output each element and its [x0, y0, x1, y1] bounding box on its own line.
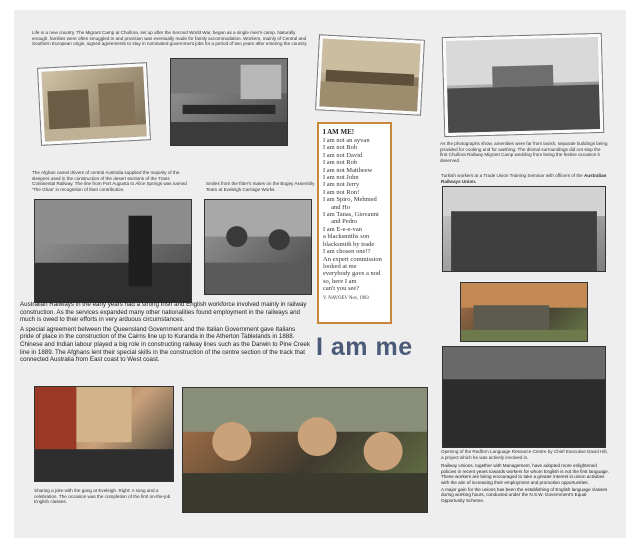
poem-line: blacksmith by trade: [323, 240, 375, 248]
poem-author: V. NAVOEV Nov, 1983: [323, 295, 369, 301]
caption-turkish-union: Australian Railways Union.: [441, 173, 607, 184]
poem-line: An expert commission: [323, 255, 382, 263]
body-paragraph: A special agreement between the Queensland Government and the Italian Government gave Italians pride of place in the construction of the Cairns line up to Kuranda in the Atherton Tablelands in 1888. Chinese and Indian labour played a big role in constructing railway lines such as the Darwin to Pine Creek line in 1889. The Afghans lent their special skills in the construction of the centre section of the track that connected Australia from East coast to West coast.: [20, 325, 310, 364]
poem-line: I am not Rob: [323, 159, 358, 167]
photo-celebration: [182, 387, 428, 513]
caption-sharing: Sharing a joke with the gang at Eveleigh. Right: A song and a celebration. The occasion was the completion of the first on-the-job English classes.: [34, 488, 171, 505]
page-heading: I am me: [316, 333, 413, 361]
caption-redfern: Opening of the Redfern Language Resource Centre by Chief Executive David Hill, a project which he was actively involved in.: [441, 449, 608, 460]
poem-line: and Ho: [323, 203, 351, 211]
photo-workers-outside: [460, 282, 588, 342]
photo-camp-dining: [170, 58, 288, 146]
caption-afghan: The Afghan camel drivers of central Australia supplied the majority of the sleepers used in the construction of the desert sections of the Trans Continental Railway. The line from Port Augusta to Alice Springs was named 'The Ghan' in recognition of their contribution.: [32, 170, 187, 192]
caption-turkish-prefix: Turkish workers at a Trade Union Training Seminar with officers of the: [441, 173, 583, 178]
poem-line: I am Spiro, Mehmed: [323, 196, 377, 204]
body-paragraph: Australian Railways in the early years had a strong Irish and English workforce involved mainly in railway construction. As the services expanded many other nationalities found employment in the railways and much is owed to their efforts in very arduous circumstances.: [20, 301, 307, 324]
photo-turkish-seminar: [442, 186, 606, 272]
photo-fitters-team: [204, 199, 312, 295]
poem-line: I am E-e-e-van: [323, 225, 362, 233]
poem-line: looked at me: [323, 262, 357, 270]
poem-line: I am not an ayvan: [323, 137, 370, 144]
side-paragraph: A major gain for the unions has been the establishing of English language classes during working hours, conducted under the N.S.W. Government's Equal Opportunity Scheme.: [441, 486, 608, 503]
poem-line: so, here I am: [323, 277, 357, 285]
poem-line: I am not Jerry: [323, 181, 360, 189]
poem-line: I am not Ron!: [323, 188, 360, 196]
photo-afghan-camels: [34, 199, 192, 303]
poem-line: I am not Bob: [323, 144, 358, 152]
caption-camp-photographs: As the photographs show, amenities were far from lavish, separate buildings being provided for cooking and for washing. The dismal surroundings did not stop the first Chullora Railway Migrant Camp wedding from being the festive occasion it deserved.: [440, 141, 608, 163]
side-text: [441, 463, 609, 505]
body-text: [20, 301, 310, 366]
photo-redfern-centre: [442, 346, 606, 448]
poem-line: a blacksmiths son: [323, 233, 370, 241]
photo-camp-kitchen: [38, 63, 150, 145]
poem-line: I am not Mattheew: [323, 166, 373, 174]
caption-migrant-camp: Life in a new country. The Migrant Camp at Chullora, set up after the Second World War, began as a single men's camp. Naturally enough, families were often smuggled in and provision was eventually made for family accommodation. Workers, mainly of Central and Southern European origin, signed agreements to stay in nominated government jobs for a period of two years after entering the country.: [32, 30, 308, 47]
caption-turkish-workers: [441, 173, 609, 184]
poem-line: and Pedro: [323, 218, 358, 226]
photo-camp-huts: [316, 35, 424, 114]
poem-line: can't you see?: [323, 285, 360, 293]
poem-line: I am not John: [323, 174, 359, 182]
poem-title: I AM ME!: [323, 128, 355, 136]
poem-line: everybody gave a nod: [323, 270, 381, 278]
photo-eveleigh-gang: [34, 386, 174, 482]
poem-box: [317, 122, 392, 324]
poem-line: I am Tanas, Giovanni: [323, 211, 379, 219]
poem-line: I am chosen one!?: [323, 248, 371, 256]
photo-camp-wedding: [443, 34, 604, 136]
side-paragraph: Railway Unions, together with Management, have adopted more enlightened policies in recent years towards workers for whom English is not the first language. These workers are being encouraged to take a greater interest in union activities with the aim of increasing their employment and promotion opportunities.: [441, 463, 610, 485]
caption-fitters: Smiles from the fitter's mates on the Bogey Assembly Team at Eveleigh Carriage Works.: [206, 181, 315, 192]
poem-line: I am not David: [323, 151, 363, 159]
